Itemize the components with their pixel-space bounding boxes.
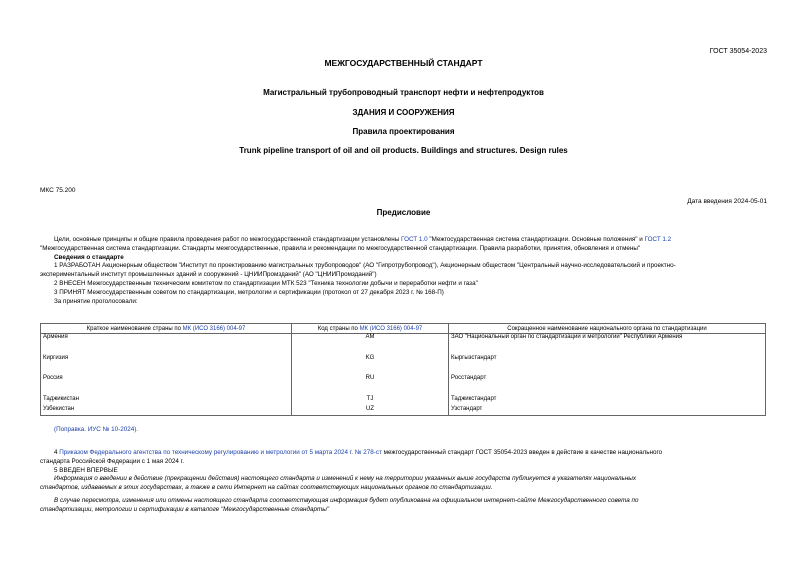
country-code: TJ — [292, 396, 449, 406]
preface-heading: Предисловие — [376, 208, 431, 217]
goals-text-2: "Межгосударственная система стандартизации. Основные положения" и — [427, 236, 645, 243]
mks-code: МКС 75.200 — [40, 187, 76, 194]
item-4-text-1: межгосударственный стандарт ГОСТ 35054-2023 введен в действие в качестве национального — [381, 449, 663, 456]
info-heading: Сведения о стандарте — [54, 253, 124, 261]
header-country-code: Код страны по МК (ИСО 3166) 004-97 — [292, 324, 449, 334]
item-3: 3 ПРИНЯТ Межгосударственным советом по стандартизации, метрологии и сертификации (протокол от 27 декабря 2023 г. № 168-П) — [54, 288, 444, 296]
header-national-body: Сокращенное наименование национального органа по стандартизации — [449, 324, 766, 334]
note-1-line-2: стандартов, издаваемых в этих государствах, а также в сети Интернет на сайтах соответствующих национальных органов по стандартизации. — [40, 484, 493, 492]
national-body: Кыргызстандарт — [449, 355, 766, 375]
link-mk-iso-3166-code[interactable]: МК (ИСО 3166) 004-97 — [359, 325, 423, 332]
table-row — [41, 406, 766, 416]
link-gost-1-0[interactable]: ГОСТ 1.0 — [401, 236, 428, 243]
paragraph-goals — [40, 236, 770, 306]
country-name: Таджикистан — [41, 396, 292, 406]
item-1-line-2: экспериментальный институт промышленных зданий и сооружений - ЦНИИПромзданий" (АО "ЦНИИПромзданий") — [40, 271, 377, 279]
table-row — [41, 375, 766, 396]
item-4-text-2: стандарта Российской Федерации с 1 мая 2024 г. — [40, 457, 184, 465]
goals-text-1: Цели, основные принципы и общие правила проведения работ по межгосударственной стандартизации установлены — [54, 236, 402, 243]
table-row — [41, 334, 766, 355]
item-5: 5 ВВЕДЕН ВПЕРВЫЕ — [54, 466, 118, 474]
note-2-line-2: стандартизации, метрологии и сертификации в каталоге "Межгосударственные стандарты" — [40, 505, 330, 513]
national-body: Росстандарт — [449, 375, 766, 396]
item-1-line-1: 1 РАЗРАБОТАН Акционерным обществом "Институт по проектированию магистральных трубопроводов" (АО "Гипротрубопровод"), Акционерным обществом "Центральный научно-исследовательский и проектно- — [54, 262, 676, 270]
note-1-line-1: Информация о введении в действие (прекращении действия) настоящего стандарта и изменений к нему на территории указанных выше государств публикуется в указателях национальных — [54, 475, 637, 483]
link-mk-iso-3166[interactable]: МК (ИСО 3166) 004-97 — [182, 325, 246, 332]
paragraph-item-4 — [40, 449, 770, 515]
country-name: Армения — [41, 334, 292, 355]
table-row — [41, 396, 766, 406]
country-name: Россия — [41, 375, 292, 396]
national-body: Узстандарт — [449, 406, 766, 416]
country-name: Киргизия — [41, 355, 292, 375]
title-line-3: Правила проектирования — [352, 127, 455, 136]
country-code: UZ — [292, 406, 449, 416]
note-2-line-1: В случае пересмотра, изменения или отмены настоящего стандарта соответствующая информация будет опубликована на официальном интернет-сайте Межгосударственного совета по — [54, 496, 639, 504]
item-4-number: 4 — [54, 449, 60, 456]
title-line-2: ЗДАНИЯ И СООРУЖЕНИЯ — [352, 108, 455, 117]
link-order-rosstandart[interactable]: Приказом Федерального агентства по техническому регулированию и метрологии от 5 марта 2024 г. № 278-ст — [59, 449, 382, 456]
countries-table — [40, 323, 766, 416]
country-code: KG — [292, 355, 449, 375]
link-gost-1-2[interactable]: ГОСТ 1.2 — [644, 236, 672, 243]
introduction-date: Дата введения 2024-05-01 — [687, 198, 767, 205]
amendment-link[interactable]: (Поправка. ИУС № 10-2024). — [54, 426, 139, 433]
item-2: 2 ВНЕСЕН Межгосударственным техническим комитетом по стандартизации МТК 523 "Техника технологии добычи и переработки нефти и газа" — [54, 279, 478, 287]
standard-type-heading: МЕЖГОСУДАРСТВЕННЫЙ СТАНДАРТ — [324, 58, 483, 68]
table-header-row — [41, 324, 766, 334]
document-code: ГОСТ 35054-2023 — [709, 48, 767, 55]
national-body: Таджикстандарт — [449, 396, 766, 406]
voted-label: За принятие проголосовали: — [54, 297, 138, 305]
title-line-english: Trunk pipeline transport of oil and oil products. Buildings and structures. Design rules — [239, 146, 568, 155]
country-name: Узбекистан — [41, 406, 292, 416]
national-body: ЗАО "Национальный орган по стандартизации и метрологии" Республики Армения — [449, 334, 766, 355]
country-code: RU — [292, 375, 449, 396]
table-row — [41, 355, 766, 375]
goals-text-3: "Межгосударственная система стандартизации. Стандарты межгосударственные, правила и рекомендации по межгосударственной стандартизации. Правила разработки, принятия, обновления и отмены" — [40, 244, 641, 252]
header-country-name: Краткое наименование страны по МК (ИСО 3166) 004-97 — [41, 324, 292, 334]
country-code: AM — [292, 334, 449, 355]
title-line-1: Магистральный трубопроводный транспорт нефти и нефтепродуктов — [263, 88, 544, 97]
